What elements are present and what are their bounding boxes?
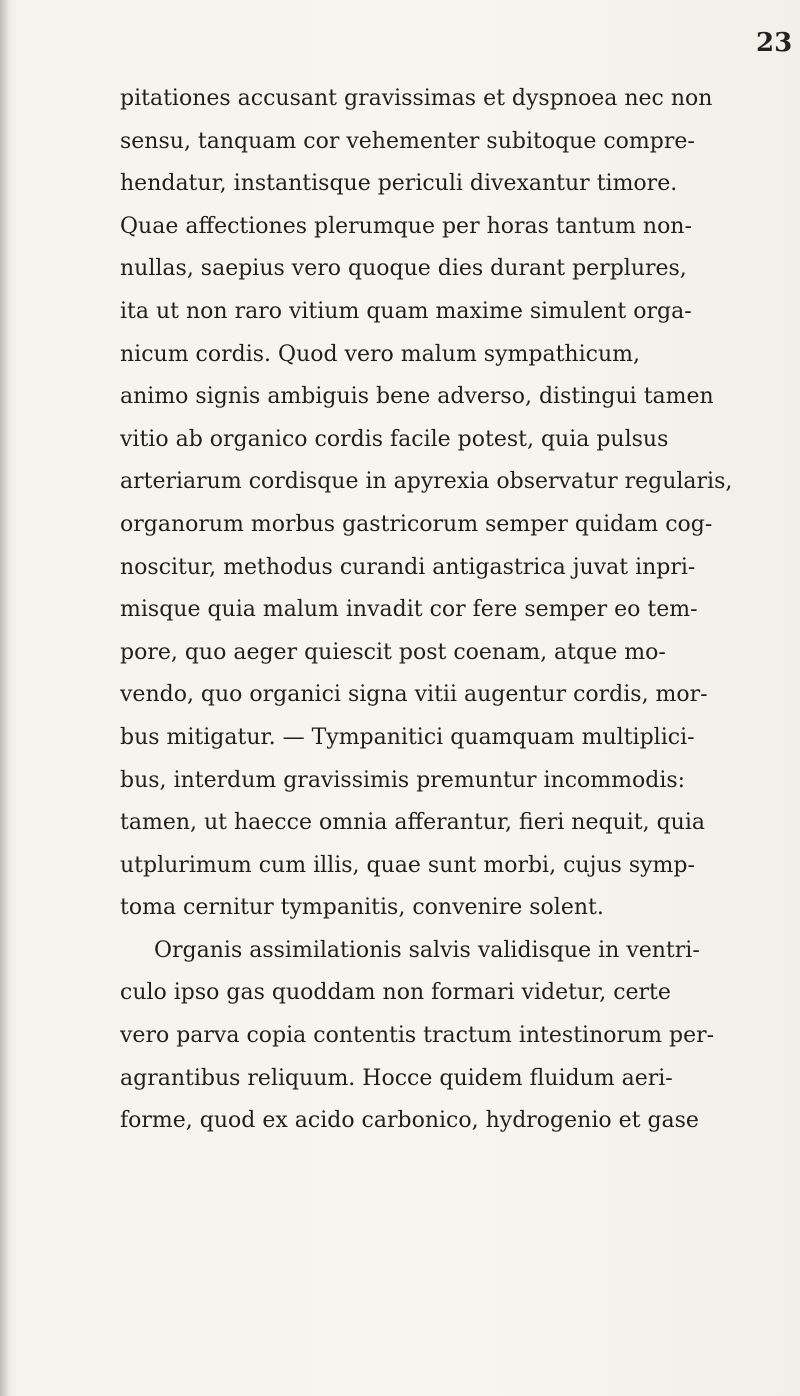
- gutter-shadow: [0, 0, 10, 1396]
- body-text: [120, 78, 760, 1143]
- text-line: tamen, ut haecce omnia afferantur, fieri nequit, quia: [120, 810, 705, 836]
- text-line: utplurimum cum illis, quae sunt morbi, cujus symp-: [120, 852, 695, 878]
- page-number: 23: [756, 28, 793, 58]
- text-line: toma cernitur tympanitis, convenire solent.: [120, 895, 604, 921]
- text-line: arteriarum cordisque in apyrexia observatur regularis,: [120, 469, 733, 495]
- text-line: hendatur, instantisque periculi divexantur timore.: [120, 171, 678, 197]
- text-line: nullas, saepius vero quoque dies durant perplures,: [120, 256, 687, 282]
- text-line: sensu, tanquam cor vehementer subitoque compre-: [120, 128, 695, 154]
- text-line: vendo, quo organici signa vitii augentur cordis, mor-: [120, 682, 708, 708]
- text-line: misque quia malum invadit cor fere semper eo tem-: [120, 597, 698, 623]
- text-line: bus, interdum gravissimis premuntur incommodis:: [120, 767, 686, 793]
- text-line: animo signis ambiguis bene adverso, distingui tamen: [120, 384, 714, 410]
- text-line: forme, quod ex acido carbonico, hydrogenio et gase: [120, 1108, 699, 1134]
- text-line: noscitur, methodus curandi antigastrica juvat inpri-: [120, 554, 696, 580]
- text-line: vitio ab organico cordis facile potest, quia pulsus: [120, 426, 669, 452]
- text-line: pore, quo aeger quiescit post coenam, atque mo-: [120, 639, 666, 665]
- text-line: Quae affectiones plerumque per horas tantum non-: [120, 213, 692, 239]
- text-line: pitationes accusant gravissimas et dyspnoea nec non: [120, 86, 713, 111]
- text-line: agrantibus reliquum. Hocce quidem fluidum aeri-: [120, 1065, 673, 1091]
- text-line: culo ipso gas quoddam non formari videtur, certe: [120, 980, 671, 1006]
- text-line: organorum morbus gastricorum semper quidam cog-: [120, 511, 713, 537]
- paragraph-first-line: Organis assimilationis salvis validisque in ventri-: [154, 937, 700, 963]
- text-line: nicum cordis. Quod vero malum sympathicum,: [120, 341, 640, 367]
- text-line: vero parva copia contentis tractum intestinorum per-: [120, 1023, 715, 1049]
- text-line: bus mitigatur. — Tympanitici quamquam multiplici-: [120, 724, 695, 750]
- text-line: ita ut non raro vitium quam maxime simulent orga-: [120, 298, 692, 324]
